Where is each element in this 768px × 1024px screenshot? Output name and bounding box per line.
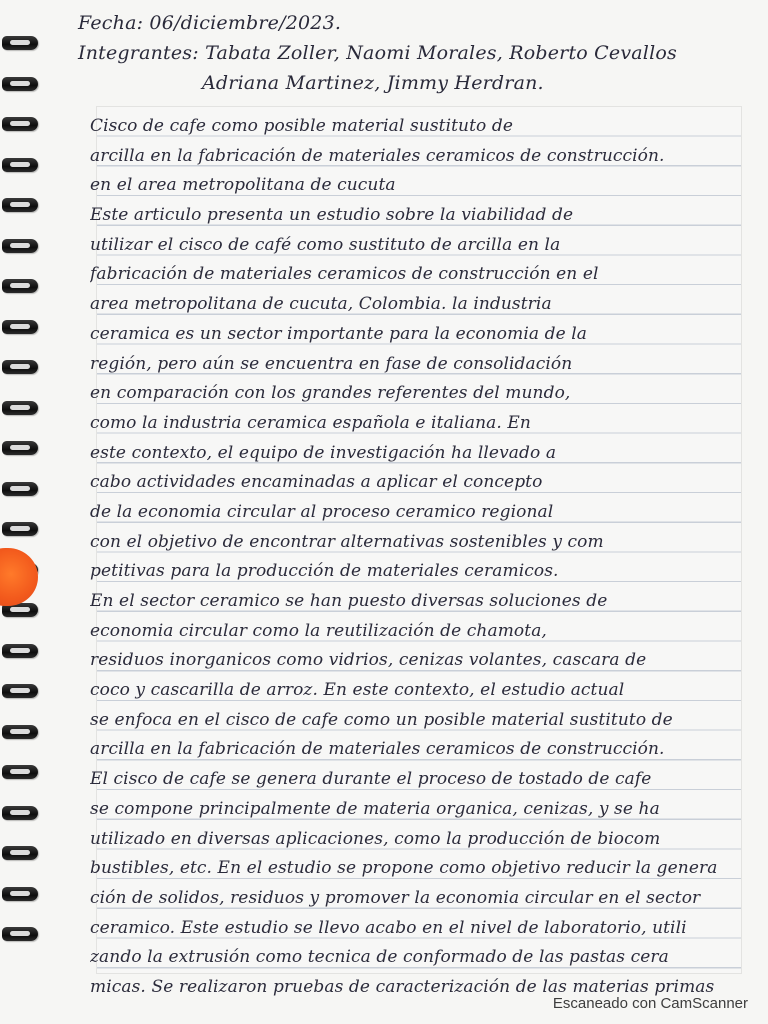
text-line: en comparación con los grandes referentes del mundo, (90, 383, 571, 404)
text-line: de la economia circular al proceso ceramico regional (90, 501, 554, 522)
spiral-ring (2, 279, 38, 293)
text-line: utilizado en diversas aplicaciones, como la producción de biocom (90, 828, 661, 849)
text-line: región, pero aún se encuentra en fase de consolidación (90, 353, 573, 374)
text-line: ción de solidos, residuos y promover la economia circular en el sector (90, 887, 701, 908)
text-line: se compone principalmente de materia organica, cenizas, y se ha (90, 798, 660, 819)
text-line: ceramica es un sector importante para la economia de la (90, 323, 588, 344)
spiral-ring (2, 117, 38, 131)
spiral-ring (2, 522, 38, 536)
spiral-ring (2, 725, 38, 739)
spiral-ring (2, 765, 38, 779)
text-line: Este articulo presenta un estudio sobre la viabilidad de (90, 205, 574, 226)
spiral-ring (2, 684, 38, 698)
text-line: como la industria ceramica española e italiana. En (90, 412, 531, 433)
spiral-ring (2, 644, 38, 658)
spiral-ring (2, 482, 38, 496)
text-line: arcilla en la fabricación de materiales ceramicos de construcción. (90, 739, 665, 760)
date-line: Fecha: 06/diciembre/2023. (78, 12, 342, 34)
spiral-ring (2, 239, 38, 253)
spiral-ring (2, 806, 38, 820)
spiral-binding (0, 30, 46, 960)
spiral-ring (2, 360, 38, 374)
page-header (78, 8, 738, 98)
text-line: petitivas para la producción de materiales ceramicos. (90, 561, 559, 582)
text-line: se enfoca en el cisco de cafe como un posible material sustituto de (90, 709, 673, 730)
spiral-ring (2, 320, 38, 334)
text-line: El cisco de cafe se genera durante el proceso de tostado de cafe (90, 769, 652, 790)
members-line-1: Integrantes: Tabata Zoller, Naomi Morales, Roberto Cevallos (78, 42, 677, 64)
spiral-ring (2, 846, 38, 860)
text-line: bustibles, etc. En el estudio se propone como objetivo reducir la genera (90, 858, 718, 879)
text-line: cabo actividades encaminadas a aplicar el concepto (90, 472, 543, 493)
handwritten-body (90, 112, 740, 1003)
spiral-ring (2, 401, 38, 415)
spiral-ring (2, 441, 38, 455)
text-line: economia circular como la reutilización de chamota, (90, 620, 547, 641)
text-line: Cisco de cafe como posible material sustituto de (90, 116, 514, 136)
camscanner-watermark: Escaneado con CamScanner (552, 995, 748, 1012)
text-line: este contexto, el equipo de investigación ha llevado a (90, 442, 557, 463)
text-line: arcilla en la fabricación de materiales ceramicos de construcción. (90, 145, 665, 166)
text-line: micas. Se realizaron pruebas de caracterización de las materias primas (90, 976, 715, 997)
spiral-ring (2, 158, 38, 172)
text-line: ceramico. Este estudio se llevo acabo en el nivel de laboratorio, utili (90, 917, 687, 938)
members-line-2: Adriana Martinez, Jimmy Herdran. (202, 72, 544, 94)
spiral-ring (2, 198, 38, 212)
spiral-ring (2, 77, 38, 91)
text-line: area metropolitana de cucuta, Colombia. la industria (90, 294, 552, 315)
text-line: fabricación de materiales ceramicos de construcción en el (90, 264, 599, 285)
text-line: coco y cascarilla de arroz. En este contexto, el estudio actual (90, 680, 625, 701)
text-line: utilizar el cisco de café como sustituto de arcilla en la (90, 234, 561, 255)
spiral-ring (2, 36, 38, 50)
spiral-ring (2, 927, 38, 941)
text-line: con el objetivo de encontrar alternativas sostenibles y com (90, 531, 604, 552)
spiral-ring (2, 887, 38, 901)
text-line: zando la extrusión como tecnica de conformado de las pastas cera (90, 947, 669, 968)
text-line: En el sector ceramico se han puesto diversas soluciones de (90, 591, 608, 611)
text-line: residuos inorganicos como vidrios, cenizas volantes, cascara de (90, 650, 647, 671)
text-line: en el area metropolitana de cucuta (90, 175, 396, 196)
